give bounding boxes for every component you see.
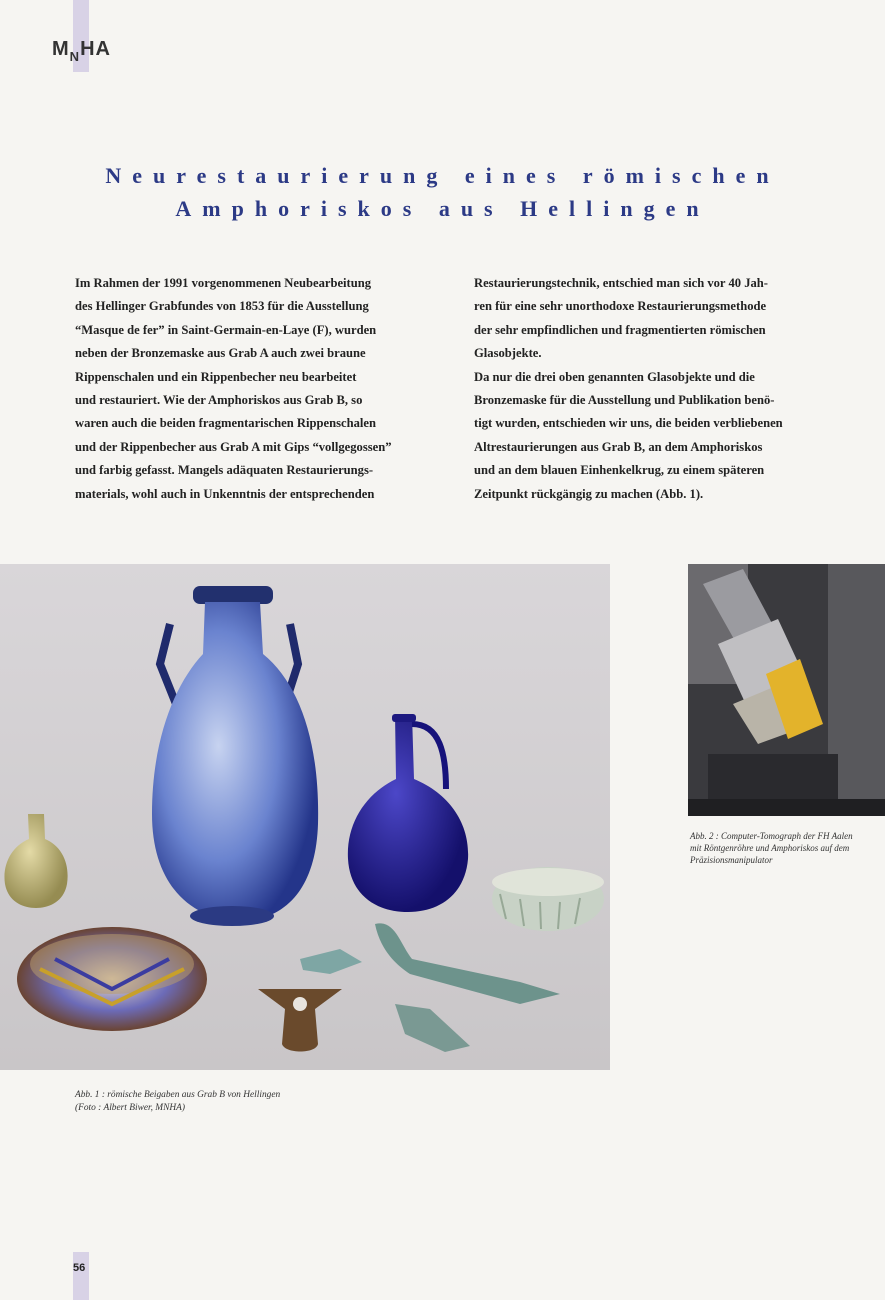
figure-1-glassware-photo (0, 564, 610, 1070)
article-title-line-1: Neurestaurierung eines römischen (105, 163, 780, 188)
body-line: ren für eine sehr unorthodoxe Restaurierungsmethode (474, 299, 767, 314)
body-line: Rippenschalen und ein Rippenbecher neu bearbeitet (75, 369, 357, 384)
caption-line: Abb. 2 : Computer-Tomograph der FH Aalen (690, 831, 853, 841)
body-line: und restauriert. Wie der Amphoriskos aus Grab B, so (75, 393, 363, 408)
caption-line: (Foto : Albert Biwer, MNHA) (75, 1102, 185, 1113)
figure-2-ct-scanner-photo (688, 564, 885, 816)
body-line: Altrestaurierungen aus Grab B, an dem Amphoriskos (474, 439, 763, 454)
body-column-left (75, 272, 427, 506)
body-line: Da nur die drei oben genannten Glasobjekte und die (474, 369, 755, 384)
figure-1-caption (75, 1089, 280, 1114)
body-line: Glasobjekte. (474, 346, 542, 361)
body-column-right (474, 272, 824, 506)
caption-line: Präzisionsmanipulator (690, 855, 773, 865)
body-line: Restaurierungstechnik, entschied man sich vor 40 Jah- (474, 276, 768, 290)
body-line: tigt wurden, entschieden wir uns, die beiden verbliebenen (474, 416, 783, 431)
caption-line: Abb. 1 : römische Beigaben aus Grab B von Hellingen (75, 1090, 281, 1100)
body-line: Bronzemaske für die Ausstellung und Publikation benö- (474, 393, 775, 408)
body-line: neben der Bronzemaske aus Grab A auch zwei braune (75, 346, 366, 361)
body-line: und an dem blauen Einhenkelkrug, zu einem späteren (474, 463, 765, 478)
body-line: der sehr empfindlichen und fragmentierten römischen (474, 322, 766, 337)
body-line: Im Rahmen der 1991 vorgenommenen Neubearbeitung (75, 276, 372, 290)
article-title-line-2: Amphoriskos aus Hellingen (175, 196, 710, 221)
caption-line: mit Röntgenröhre und Amphoriskos auf dem (690, 843, 850, 853)
page-number: 56 (73, 1262, 86, 1274)
body-line: und der Rippenbecher aus Grab A mit Gips “vollgegossen” (75, 439, 392, 454)
body-line: des Hellinger Grabfundes von 1853 für die Ausstellung (75, 299, 369, 314)
body-line: und farbig gefasst. Mangels adäquaten Restaurierungs- (75, 463, 374, 478)
figure-2-caption (690, 830, 853, 866)
body-line: “Masque de fer” in Saint-Germain-en-Laye (F), wurden (75, 322, 377, 337)
body-line: materials, wohl auch in Unkenntnis der entsprechenden (75, 486, 375, 501)
footer-accent-stripe (73, 1252, 89, 1300)
body-line: waren auch die beiden fragmentarischen Rippenschalen (75, 416, 376, 431)
body-line: Zeitpunkt rückgängig zu machen (Abb. 1). (474, 486, 704, 501)
ct-scanner-illustration (688, 564, 885, 816)
glassware-illustration (0, 564, 610, 1070)
mnha-logo: $M_NHA$ (52, 38, 111, 64)
